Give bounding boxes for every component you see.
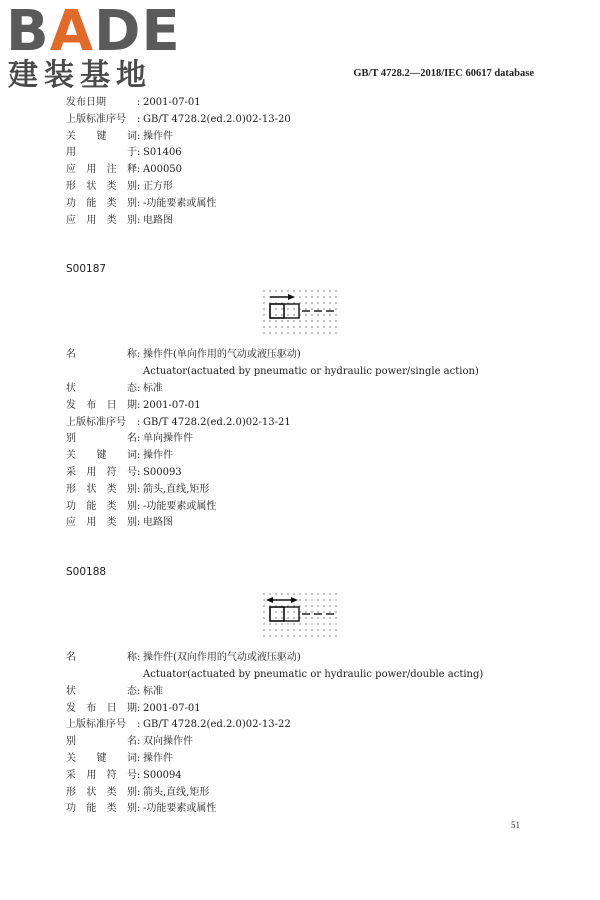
grid-dot [263, 333, 264, 334]
grid-dot [329, 309, 330, 310]
grid-dot [287, 309, 288, 310]
grid-dot [323, 612, 324, 613]
grid-dot [305, 606, 306, 607]
grid-dot [335, 606, 336, 607]
grid-dot [317, 594, 318, 595]
grid-dot [311, 594, 312, 595]
grid-dot [329, 321, 330, 322]
grid-dot [275, 612, 276, 613]
grid-dot [281, 321, 282, 322]
grid-dot [317, 600, 318, 601]
page-number: 51 [511, 820, 520, 830]
grid-dot [275, 624, 276, 625]
grid-dot [305, 291, 306, 292]
grid-dot [317, 291, 318, 292]
field-prev-std: 上版标准序号 : GB/T 4728.2(ed.2.0)02-13-21 [66, 416, 291, 428]
grid-dot [317, 606, 318, 607]
brand-logo [6, 0, 181, 94]
grid-dot [323, 315, 324, 316]
grid-dot [299, 327, 300, 328]
grid-dot [299, 321, 300, 322]
field-keyword: 关 键 词 : 操作件 [66, 450, 173, 462]
entry-s00188 [66, 566, 536, 818]
grid-dot [335, 309, 336, 310]
grid-dot [305, 636, 306, 637]
grid-dot [263, 327, 264, 328]
grid-dot [335, 618, 336, 619]
grid-dot [269, 333, 270, 334]
grid-dot [293, 594, 294, 595]
grid-dot [335, 327, 336, 328]
grid-dot [305, 600, 306, 601]
field-alias: 别 名 : 单向操作件 [66, 433, 193, 445]
grid-dot [287, 630, 288, 631]
field-adopted: 采 用 符 号 : S00094 [66, 769, 182, 781]
grid-dot [293, 636, 294, 637]
grid-dot [323, 594, 324, 595]
grid-dot [317, 636, 318, 637]
grid-dot [263, 606, 264, 607]
grid-dot [317, 618, 318, 619]
field-name-en: Actuator(actuated by pneumatic or hydraulic power/double acting) [143, 668, 484, 680]
grid-dot [263, 630, 264, 631]
grid-dot [287, 321, 288, 322]
grid-dot [329, 612, 330, 613]
grid-dot [299, 624, 300, 625]
grid-dot [305, 333, 306, 334]
grid-dot [335, 303, 336, 304]
logo-chinese-text: 建装基地 [8, 58, 152, 93]
grid-dot [305, 297, 306, 298]
grid-dot [287, 636, 288, 637]
grid-dot [287, 618, 288, 619]
grid-dot [287, 327, 288, 328]
grid-dot [323, 303, 324, 304]
field-func-cat: 功 能 类 别 : -功能要素或属性 [66, 197, 217, 209]
entry-s00187 [66, 263, 536, 532]
grid-dot [275, 333, 276, 334]
grid-dot [329, 594, 330, 595]
grid-dot [317, 321, 318, 322]
grid-dot [329, 297, 330, 298]
grid-dot [269, 630, 270, 631]
grid-dot [329, 327, 330, 328]
grid-dot [329, 333, 330, 334]
grid-dot [335, 297, 336, 298]
field-name-en: Actuator(actuated by pneumatic or hydraulic power/single action) [143, 366, 479, 378]
field-shape-cat: 形 状 类 别 : 正方形 [66, 180, 173, 192]
grid-dot [335, 636, 336, 637]
field-alias: 别 名 : 双向操作件 [66, 736, 193, 748]
grid-dot [311, 327, 312, 328]
field-shape-cat: 形 状 类 别 : 箭头,直线,矩形 [66, 786, 210, 798]
logo-wordmark: BADE [6, 0, 181, 64]
grid-dot [263, 291, 264, 292]
grid-dot [311, 630, 312, 631]
field-release-date: 发布日期 : 2001-07-01 [66, 97, 201, 108]
grid-dot [281, 315, 282, 316]
grid-dot [287, 315, 288, 316]
grid-dot [263, 309, 264, 310]
grid-dot [293, 291, 294, 292]
grid-dot [329, 636, 330, 637]
grid-dot [281, 612, 282, 613]
grid-dot [263, 321, 264, 322]
grid-dot [287, 624, 288, 625]
single-acting-actuator-symbol [262, 289, 342, 335]
grid-dot [323, 606, 324, 607]
grid-dot [305, 309, 306, 310]
grid-dot [335, 594, 336, 595]
section-id: S00188 [66, 566, 107, 579]
field-release-date: 发 布 日 期 : 2001-07-01 [66, 399, 201, 411]
field-prev-std: 上版标准序号 : GB/T 4728.2(ed.2.0)02-13-22 [66, 719, 291, 731]
grid-dot [263, 594, 264, 595]
grid-dot [335, 291, 336, 292]
grid-dot [317, 327, 318, 328]
grid-dot [269, 636, 270, 637]
grid-dot [317, 630, 318, 631]
grid-dot [311, 309, 312, 310]
grid-dot [305, 624, 306, 625]
grid-dot [287, 594, 288, 595]
grid-dot [275, 315, 276, 316]
grid-dot [299, 297, 300, 298]
grid-dot [275, 636, 276, 637]
grid-dot [293, 315, 294, 316]
grid-dot [311, 291, 312, 292]
grid-dot [263, 612, 264, 613]
grid-dot [317, 309, 318, 310]
grid-dot [323, 636, 324, 637]
grid-dot [305, 612, 306, 613]
grid-dot [335, 612, 336, 613]
section-id: S00187 [66, 263, 107, 276]
field-name: 名 称 : 操作件(双向作用的气动或液压驱动) [66, 652, 301, 664]
grid-dot [275, 630, 276, 631]
grid-dot [263, 600, 264, 601]
grid-dot [317, 315, 318, 316]
grid-dot [263, 303, 264, 304]
grid-dot [293, 333, 294, 334]
grid-dot [317, 333, 318, 334]
grid-dot [299, 630, 300, 631]
field-app-note: 应 用 注 释 : A00050 [66, 164, 183, 176]
grid-dot [275, 594, 276, 595]
grid-dot [281, 624, 282, 625]
grid-dot [311, 303, 312, 304]
field-func-cat: 功 能 类 别 : -功能要素或属性 [66, 803, 217, 815]
grid-dot [281, 309, 282, 310]
grid-dot [311, 333, 312, 334]
grid-dot [293, 327, 294, 328]
field-app-cat: 应 用 类 别 : 电路图 [66, 214, 173, 226]
grid-dot [281, 636, 282, 637]
grid-dot [323, 327, 324, 328]
grid-dot [305, 618, 306, 619]
grid-dot [275, 618, 276, 619]
grid-dot [281, 618, 282, 619]
grid-dot [263, 618, 264, 619]
grid-dot [323, 291, 324, 292]
grid-dot [269, 291, 270, 292]
grid-dot [329, 624, 330, 625]
grid-dot [263, 636, 264, 637]
grid-dot [317, 624, 318, 625]
grid-dot [305, 315, 306, 316]
grid-dot [323, 321, 324, 322]
grid-dot [323, 309, 324, 310]
grid-dot [293, 618, 294, 619]
grid-dot [287, 612, 288, 613]
grid-dot [323, 630, 324, 631]
grid-dot [299, 291, 300, 292]
grid-dot [311, 606, 312, 607]
grid-dot [281, 630, 282, 631]
grid-dot [263, 297, 264, 298]
grid-dot [275, 309, 276, 310]
field-status: 状 态 : 标准 [66, 685, 163, 697]
grid-dot [335, 333, 336, 334]
grid-dot [329, 315, 330, 316]
document-body [66, 95, 536, 818]
grid-dot [335, 600, 336, 601]
field-keyword: 关 键 词 : 操作件 [66, 130, 173, 142]
grid-dot [299, 594, 300, 595]
grid-dot [275, 291, 276, 292]
grid-dot [269, 624, 270, 625]
field-func-cat: 功 能 类 别 : -功能要素或属性 [66, 500, 217, 512]
grid-dot [305, 327, 306, 328]
grid-dot [311, 624, 312, 625]
grid-dot [269, 321, 270, 322]
grid-dot [335, 624, 336, 625]
grid-dot [317, 612, 318, 613]
grid-dot [287, 333, 288, 334]
standard-header: GB/T 4728.2—2018/IEC 60617 database [353, 68, 534, 79]
grid-dot [299, 333, 300, 334]
grid-dot [329, 303, 330, 304]
grid-dot [311, 600, 312, 601]
grid-dot [323, 333, 324, 334]
grid-dot [311, 321, 312, 322]
grid-dot [287, 291, 288, 292]
field-app-cat: 应 用 类 别 : 电路图 [66, 517, 173, 529]
entry-prev [66, 95, 536, 229]
grid-dot [269, 594, 270, 595]
grid-dot [311, 297, 312, 298]
grid-dot [317, 303, 318, 304]
grid-dot [293, 630, 294, 631]
grid-dot [329, 618, 330, 619]
grid-dot [293, 321, 294, 322]
grid-dot [323, 618, 324, 619]
grid-dot [335, 321, 336, 322]
grid-dot [311, 315, 312, 316]
grid-dot [275, 321, 276, 322]
grid-dot [329, 291, 330, 292]
grid-dot [305, 303, 306, 304]
grid-dot [269, 327, 270, 328]
grid-dot [311, 636, 312, 637]
grid-dot [329, 606, 330, 607]
grid-dot [281, 327, 282, 328]
grid-dot [299, 600, 300, 601]
grid-dot [329, 600, 330, 601]
field-used-in: 用 于 : S01406 [66, 147, 182, 159]
grid-dot [323, 297, 324, 298]
field-status: 状 态 : 标准 [66, 382, 163, 394]
grid-dot [335, 315, 336, 316]
grid-dot [293, 624, 294, 625]
field-adopted: 采 用 符 号 : S00093 [66, 466, 182, 478]
grid-dot [293, 309, 294, 310]
grid-dot [281, 333, 282, 334]
grid-dot [275, 327, 276, 328]
grid-dot [305, 594, 306, 595]
grid-dot [263, 315, 264, 316]
grid-dot [305, 321, 306, 322]
grid-dot [317, 297, 318, 298]
grid-dot [311, 618, 312, 619]
grid-dot [311, 612, 312, 613]
field-keyword: 关 键 词 : 操作件 [66, 752, 173, 764]
grid-dot [323, 600, 324, 601]
grid-dot [335, 630, 336, 631]
grid-dot [299, 636, 300, 637]
grid-dot [293, 612, 294, 613]
grid-dot [281, 291, 282, 292]
double-acting-actuator-symbol [262, 592, 342, 638]
grid-dot [281, 594, 282, 595]
field-prev-std: 上版标准序号 : GB/T 4728.2(ed.2.0)02-13-20 [66, 113, 291, 125]
field-name: 名 称 : 操作件(单向作用的气动或液压驱动) [66, 349, 301, 361]
grid-dot [305, 630, 306, 631]
field-shape-cat: 形 状 类 别 : 箭头,直线,矩形 [66, 483, 210, 495]
field-release-date: 发 布 日 期 : 2001-07-01 [66, 702, 201, 714]
grid-dot [329, 630, 330, 631]
grid-dot [323, 624, 324, 625]
grid-dot [263, 624, 264, 625]
